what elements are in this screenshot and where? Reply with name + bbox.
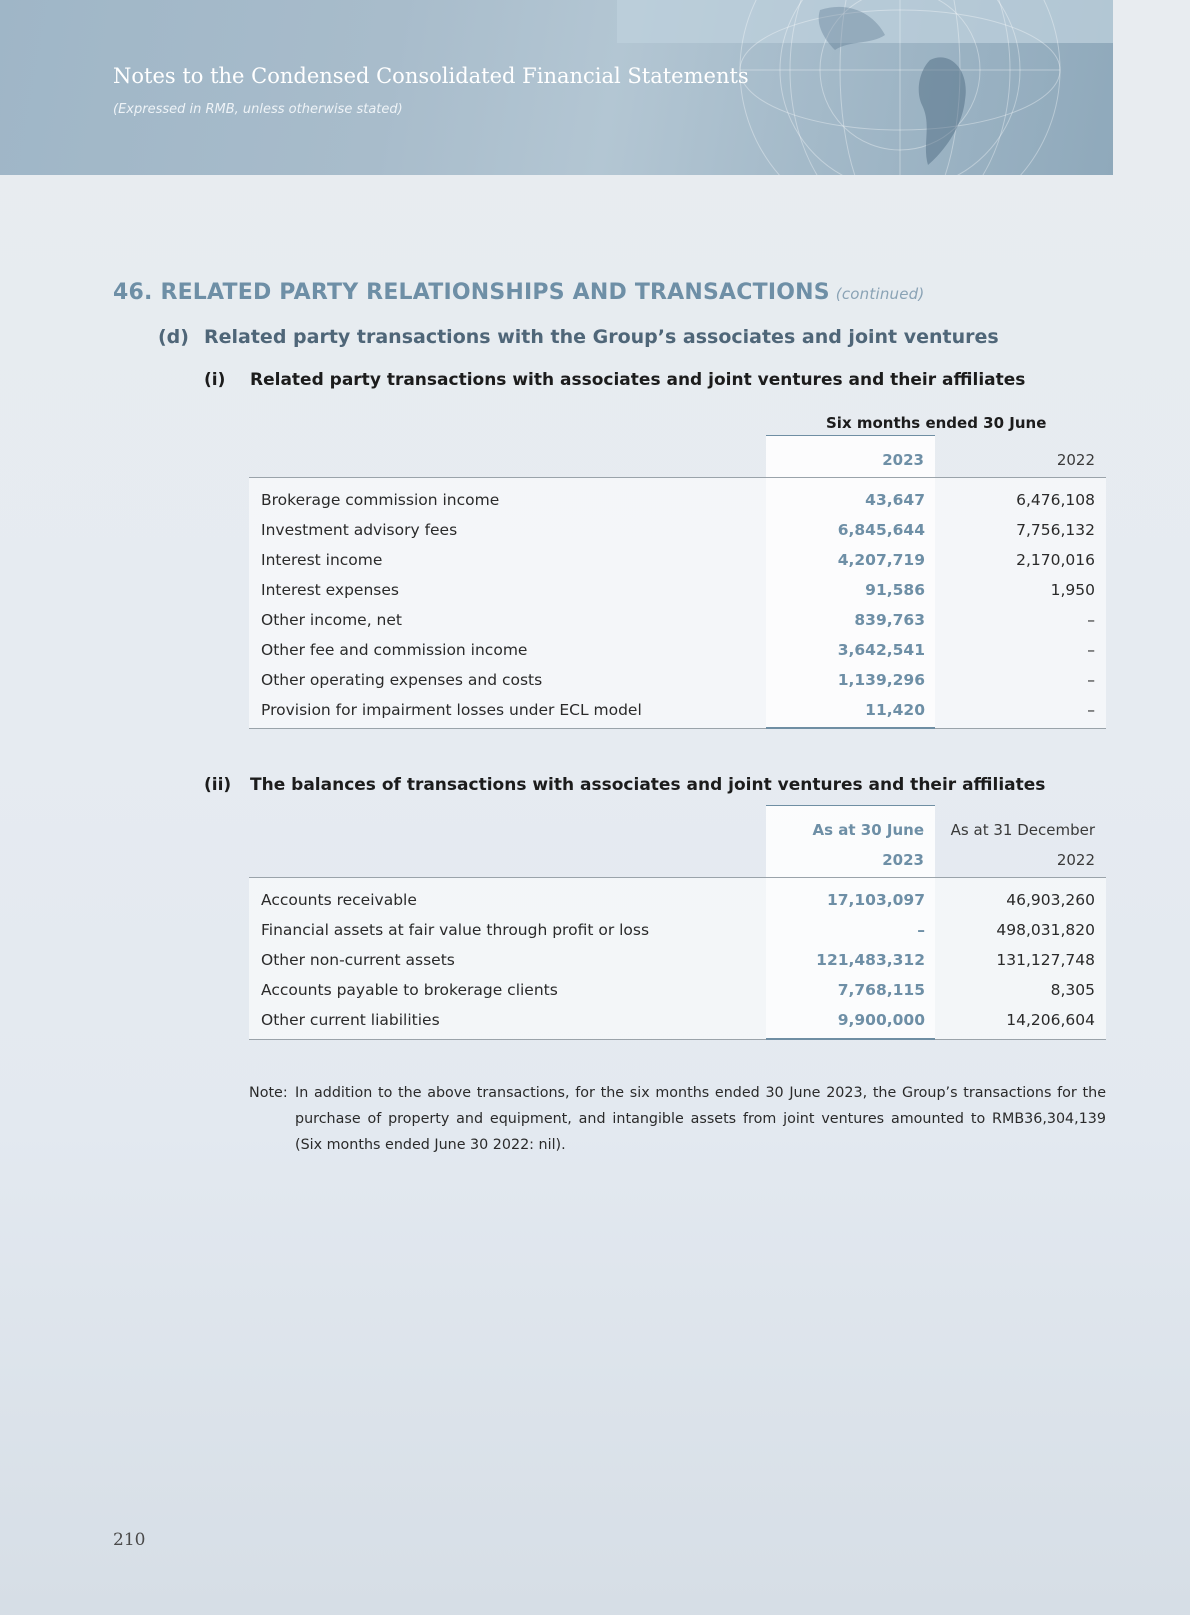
table-row xyxy=(249,667,1106,697)
table-row xyxy=(249,947,1106,977)
row-label: Other fee and commission income xyxy=(261,641,528,659)
value-2023: 17,103,097 xyxy=(826,891,925,909)
table-row xyxy=(249,577,1106,607)
value-2022: 7,756,132 xyxy=(1016,521,1095,539)
value-2023: 9,900,000 xyxy=(837,1011,925,1029)
value-2023: 91,586 xyxy=(865,581,925,599)
globe-icon xyxy=(700,0,1113,175)
table2-band-bottom-rule xyxy=(766,1038,935,1040)
row-label: Other current liabilities xyxy=(261,1011,440,1029)
value-2022: 46,903,260 xyxy=(1006,891,1095,909)
row-label: Interest income xyxy=(261,551,383,569)
value-2023: 3,642,541 xyxy=(837,641,925,659)
subsection-heading xyxy=(158,326,999,348)
header-banner xyxy=(0,0,1113,175)
subsection-number: (d) xyxy=(158,326,189,348)
table1-period-label: Six months ended 30 June xyxy=(826,414,1047,432)
table2-band-top-rule xyxy=(766,805,935,806)
value-2023: 6,845,644 xyxy=(837,521,925,539)
table-row xyxy=(249,1007,1106,1037)
table1-number: (i) xyxy=(204,370,226,390)
table-row xyxy=(249,697,1106,727)
value-2023: 839,763 xyxy=(854,611,925,629)
table-row xyxy=(249,977,1106,1007)
table1-band-top-rule xyxy=(766,435,935,436)
row-label: Other income, net xyxy=(261,611,402,629)
table2-col-current-line2: 2023 xyxy=(882,851,924,869)
table2-heading xyxy=(204,775,1045,795)
value-2022: – xyxy=(1087,701,1095,719)
table1-col-2022: 2022 xyxy=(1056,451,1095,469)
value-2022: 1,950 xyxy=(1050,581,1095,599)
table-row xyxy=(249,637,1106,667)
value-2023: 43,647 xyxy=(865,491,925,509)
section-number: 46. xyxy=(113,280,153,305)
row-label: Financial assets at fair value through profit or loss xyxy=(261,921,650,939)
value-2022: 2,170,016 xyxy=(1016,551,1095,569)
value-2023: – xyxy=(917,921,925,939)
value-2022: 131,127,748 xyxy=(996,951,1095,969)
page-number: 210 xyxy=(113,1530,146,1550)
section-heading xyxy=(113,280,924,305)
table1-bottom-rule xyxy=(249,728,1106,729)
row-label: Other operating expenses and costs xyxy=(261,671,543,689)
table2-number: (ii) xyxy=(204,775,232,795)
table-row xyxy=(249,487,1106,517)
value-2022: 498,031,820 xyxy=(996,921,1095,939)
value-2022: 14,206,604 xyxy=(1006,1011,1095,1029)
value-2023: 1,139,296 xyxy=(837,671,925,689)
row-label: Accounts payable to brokerage clients xyxy=(261,981,558,999)
table-row xyxy=(249,517,1106,547)
table-row xyxy=(249,887,1106,917)
table-row xyxy=(249,607,1106,637)
table2-col-prior-line1: As at 31 December xyxy=(950,821,1095,839)
header-title: Notes to the Condensed Consolidated Financial Statements xyxy=(113,64,749,88)
value-2023: 121,483,312 xyxy=(816,951,925,969)
value-2023: 7,768,115 xyxy=(837,981,925,999)
value-2023: 4,207,719 xyxy=(837,551,925,569)
footnote-lead: Note: xyxy=(249,1085,288,1101)
subsection-title: Related party transactions with the Group’s associates and joint ventures xyxy=(204,326,999,348)
table1-title: Related party transactions with associates and joint ventures and their affiliates xyxy=(250,370,1026,390)
row-label: Interest expenses xyxy=(261,581,399,599)
value-2022: 6,476,108 xyxy=(1016,491,1095,509)
row-label: Other non-current assets xyxy=(261,951,455,969)
row-label: Brokerage commission income xyxy=(261,491,500,509)
table2-col-current-line1: As at 30 June xyxy=(812,821,924,839)
table1-heading xyxy=(204,370,1025,390)
value-2022: – xyxy=(1087,611,1095,629)
section-title: RELATED PARTY RELATIONSHIPS AND TRANSACTIONS xyxy=(160,280,830,305)
value-2022: – xyxy=(1087,641,1095,659)
header-subtitle: (Expressed in RMB, unless otherwise stated) xyxy=(113,102,403,117)
row-label: Accounts receivable xyxy=(261,891,417,909)
value-2023: 11,420 xyxy=(865,701,925,719)
row-label: Provision for impairment losses under ECL model xyxy=(261,701,642,719)
table1-col-2023: 2023 xyxy=(882,451,924,469)
footnote xyxy=(249,1080,1106,1158)
row-label: Investment advisory fees xyxy=(261,521,458,539)
table2-title: The balances of transactions with associates and joint ventures and their affiliates xyxy=(250,775,1046,795)
section-continued: (continued) xyxy=(835,285,925,303)
footnote-text: In addition to the above transactions, for the six months ended 30 June 2023, the Group’s transactions for the purchase of property and equipment, and intangible assets from joint ventures amounted to RMB36,304,139 (Six months ended June 30 2022: nil). xyxy=(295,1085,1106,1153)
table-row xyxy=(249,917,1106,947)
value-2022: – xyxy=(1087,671,1095,689)
table1-band-bottom-rule xyxy=(766,727,935,729)
value-2022: 8,305 xyxy=(1050,981,1095,999)
table-row xyxy=(249,547,1106,577)
table2-bottom-rule xyxy=(249,1039,1106,1040)
table2-col-prior-line2: 2022 xyxy=(1056,851,1095,869)
